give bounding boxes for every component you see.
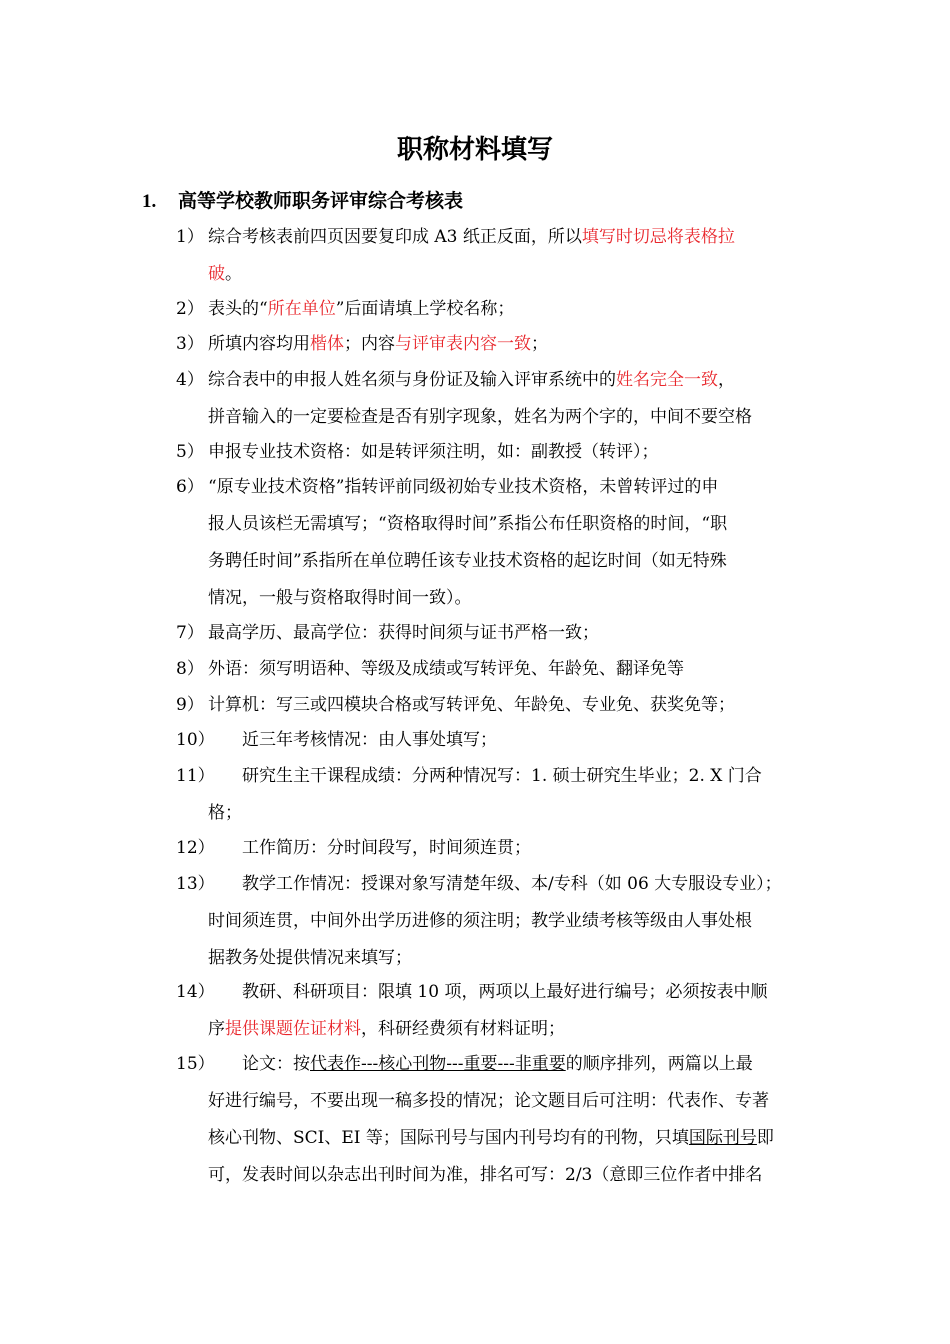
list-item <box>176 615 816 652</box>
item-text: 核心刊物、SCI、EI 等；国际刊号与国内刊号均有的刊物，只填 <box>208 1128 689 1148</box>
item-number: 12） <box>176 838 215 858</box>
item-number: 3） <box>176 334 204 354</box>
item-text: 申报专业技术资格：如是转评须注明，如：副教授（转评）； <box>208 442 659 462</box>
item-number: 13） <box>176 874 215 894</box>
item-text: 格； <box>208 803 242 823</box>
highlight-text: 破 <box>208 264 225 284</box>
item-text: 最高学历、最高学位：获得时间须与证书严格一致； <box>208 623 599 643</box>
item-number: 2） <box>176 299 204 319</box>
item-text: 据教务处提供情况来填写； <box>208 948 412 968</box>
section-heading <box>142 186 463 217</box>
highlight-text: 与评审表内容一致 <box>395 334 531 354</box>
item-number: 5） <box>176 442 204 462</box>
item-text: 教研、科研项目：限填 10 项，两项以上最好进行编号；必须按表中顺 <box>242 982 768 1002</box>
highlight-text: 填写时切忌将表格拉 <box>581 227 735 247</box>
item-number: 7） <box>176 623 204 643</box>
list-item <box>176 434 816 471</box>
section-number: 1. <box>142 191 157 212</box>
item-number: 6） <box>176 477 204 497</box>
list-item <box>176 866 816 977</box>
item-number: 15） <box>176 1054 215 1074</box>
item-text: 的顺序排列，两篇以上最 <box>565 1054 753 1074</box>
item-text: 可，发表时间以杂志出刊时间为准，排名可写：2/3（意即三位作者中排名 <box>208 1165 763 1185</box>
item-text: 序 <box>208 1019 225 1039</box>
list-item <box>176 326 816 363</box>
item-text: 教学工作情况：授课对象写清楚年级、本/专科（如 06 大专服设专业）； <box>242 874 782 894</box>
list-item <box>176 758 816 832</box>
highlight-text: 楷体 <box>310 334 344 354</box>
item-text: 表头的“ <box>208 299 268 319</box>
item-text: 务聘任时间”系指所在单位聘任该专业技术资格的起讫时间（如无特殊 <box>208 551 727 571</box>
item-text: 工作简历：分时间段写，时间须连贯； <box>242 838 531 858</box>
list-item <box>176 219 816 293</box>
item-text: 论文：按 <box>242 1054 310 1074</box>
list-item <box>176 469 816 617</box>
item-text: 综合考核表前四页因要复印成 A3 纸正反面，所以 <box>208 227 582 247</box>
list-item <box>176 651 816 688</box>
item-text: ；内容 <box>344 334 395 354</box>
underlined-text: 国际刊号 <box>688 1128 757 1148</box>
item-text: 好进行编号，不要出现一稿多投的情况；论文题目后可注明：代表作、专著 <box>208 1091 769 1111</box>
list-item <box>176 291 816 328</box>
item-number: 8） <box>176 659 204 679</box>
section-label: 高等学校教师职务评审综合考核表 <box>178 190 464 212</box>
item-text: 。 <box>225 264 242 284</box>
item-text: 拼音输入的一定要检查是否有别字现象，姓名为两个字的，中间不要空格 <box>208 407 752 427</box>
item-text: ； <box>531 334 548 354</box>
page-title: 职称材料填写 <box>396 135 553 165</box>
list-item <box>176 830 816 867</box>
highlight-text: 所在单位 <box>267 299 336 319</box>
item-number: 14） <box>176 982 215 1002</box>
list-item <box>176 362 816 436</box>
item-text: 所填内容均用 <box>208 334 310 354</box>
item-text: 综合表中的申报人姓名须与身份证及输入评审系统中的 <box>208 370 616 390</box>
item-text: 研究生主干课程成绩：分两种情况写：1. 硕士研究生毕业；2. X 门合 <box>242 766 762 786</box>
item-text: 计算机：写三或四模块合格或写转评免、年龄免、专业免、获奖免等； <box>208 695 735 715</box>
list-item <box>176 1046 816 1194</box>
item-text: ， <box>718 370 735 390</box>
item-number: 4） <box>176 370 204 390</box>
item-text: 时间须连贯，中间外出学历进修的须注明；教学业绩考核等级由人事处根 <box>208 911 752 931</box>
list-item <box>176 687 816 724</box>
item-text: 报人员该栏无需填写；“资格取得时间”系指公布任职资格的时间，“职 <box>208 514 728 534</box>
underlined-text: 代表作---核心刊物---重要---非重要 <box>310 1054 566 1074</box>
item-text: ”后面请填上学校名称； <box>335 299 515 319</box>
item-text: 即 <box>756 1128 774 1148</box>
item-number: 1） <box>176 227 204 247</box>
item-text: “原专业技术资格”指转评前同级初始专业技术资格，未曾转评过的申 <box>208 477 719 497</box>
list-item <box>176 722 816 759</box>
list-item <box>176 974 816 1048</box>
item-number: 9） <box>176 695 204 715</box>
item-text: ，科研经费须有材料证明； <box>361 1019 565 1039</box>
highlight-text: 姓名完全一致 <box>616 370 718 390</box>
item-number: 11） <box>176 766 215 786</box>
item-text: 近三年考核情况：由人事处填写； <box>242 730 497 750</box>
item-text: 外语：须写明语种、等级及成绩或写转评免、年龄免、翻译免等 <box>208 659 684 679</box>
highlight-text: 提供课题佐证材料 <box>225 1019 361 1039</box>
item-number: 10） <box>176 730 215 750</box>
item-text: 情况，一般与资格取得时间一致）。 <box>208 588 472 608</box>
